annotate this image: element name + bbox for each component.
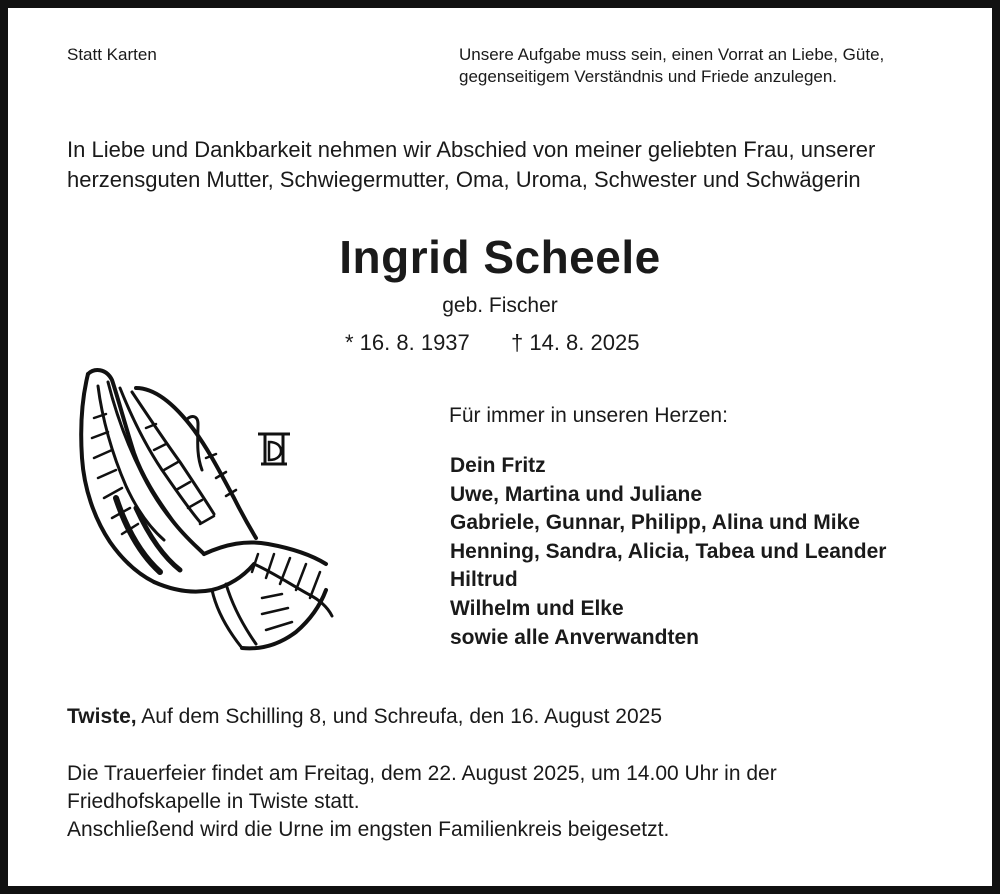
mourner-name: Wilhelm und Elke bbox=[450, 596, 624, 620]
mourner-name: Uwe, Martina und Juliane bbox=[450, 482, 703, 506]
deceased-name: Ingrid Scheele bbox=[339, 231, 661, 283]
intro-line-1: In Liebe und Dankbarkeit nehmen wir Abschied von meiner geliebten Frau, unserer bbox=[67, 137, 876, 162]
funeral-line-1: Die Trauerfeier findet am Freitag, dem 22. August 2025, um 14.00 Uhr in der bbox=[67, 762, 777, 785]
intro-line-2: herzensguten Mutter, Schwiegermutter, Oma, Uroma, Schwester und Schwägerin bbox=[67, 167, 861, 192]
statt-karten-label: Statt Karten bbox=[67, 45, 157, 64]
birth-date: * 16. 8. 1937 bbox=[345, 330, 470, 355]
death-date: † 14. 8. 2025 bbox=[511, 330, 640, 355]
quote-line-2: gegenseitigem Verständnis und Friede anzulegen. bbox=[459, 67, 838, 86]
mourner-name: Henning, Sandra, Alicia, Tabea und Leander bbox=[450, 539, 887, 563]
monogram-icon bbox=[255, 428, 293, 468]
location-line bbox=[67, 703, 662, 731]
location-place: Twiste, bbox=[67, 705, 137, 728]
mourners-list bbox=[450, 452, 886, 652]
mourner-name: Gabriele, Gunnar, Philipp, Alina und Mike bbox=[450, 511, 860, 535]
mourner-name: Hiltrud bbox=[450, 568, 518, 592]
funeral-line-3: Anschließend wird die Urne im engsten Familienkreis beigesetzt. bbox=[67, 818, 670, 841]
location-rest: Auf dem Schilling 8, und Schreufa, den 16. August 2025 bbox=[136, 705, 662, 728]
mourner-name: Dein Fritz bbox=[450, 454, 546, 477]
mourner-name: sowie alle Anverwandten bbox=[450, 625, 699, 649]
maiden-name: geb. Fischer bbox=[442, 294, 558, 317]
quote-line-1: Unsere Aufgabe muss sein, einen Vorrat an Liebe, Güte, bbox=[459, 45, 885, 64]
praying-hands-icon bbox=[76, 358, 336, 658]
funeral-line-2: Friedhofskapelle in Twiste statt. bbox=[67, 790, 360, 813]
mourners-heading: Für immer in unseren Herzen: bbox=[449, 404, 728, 427]
